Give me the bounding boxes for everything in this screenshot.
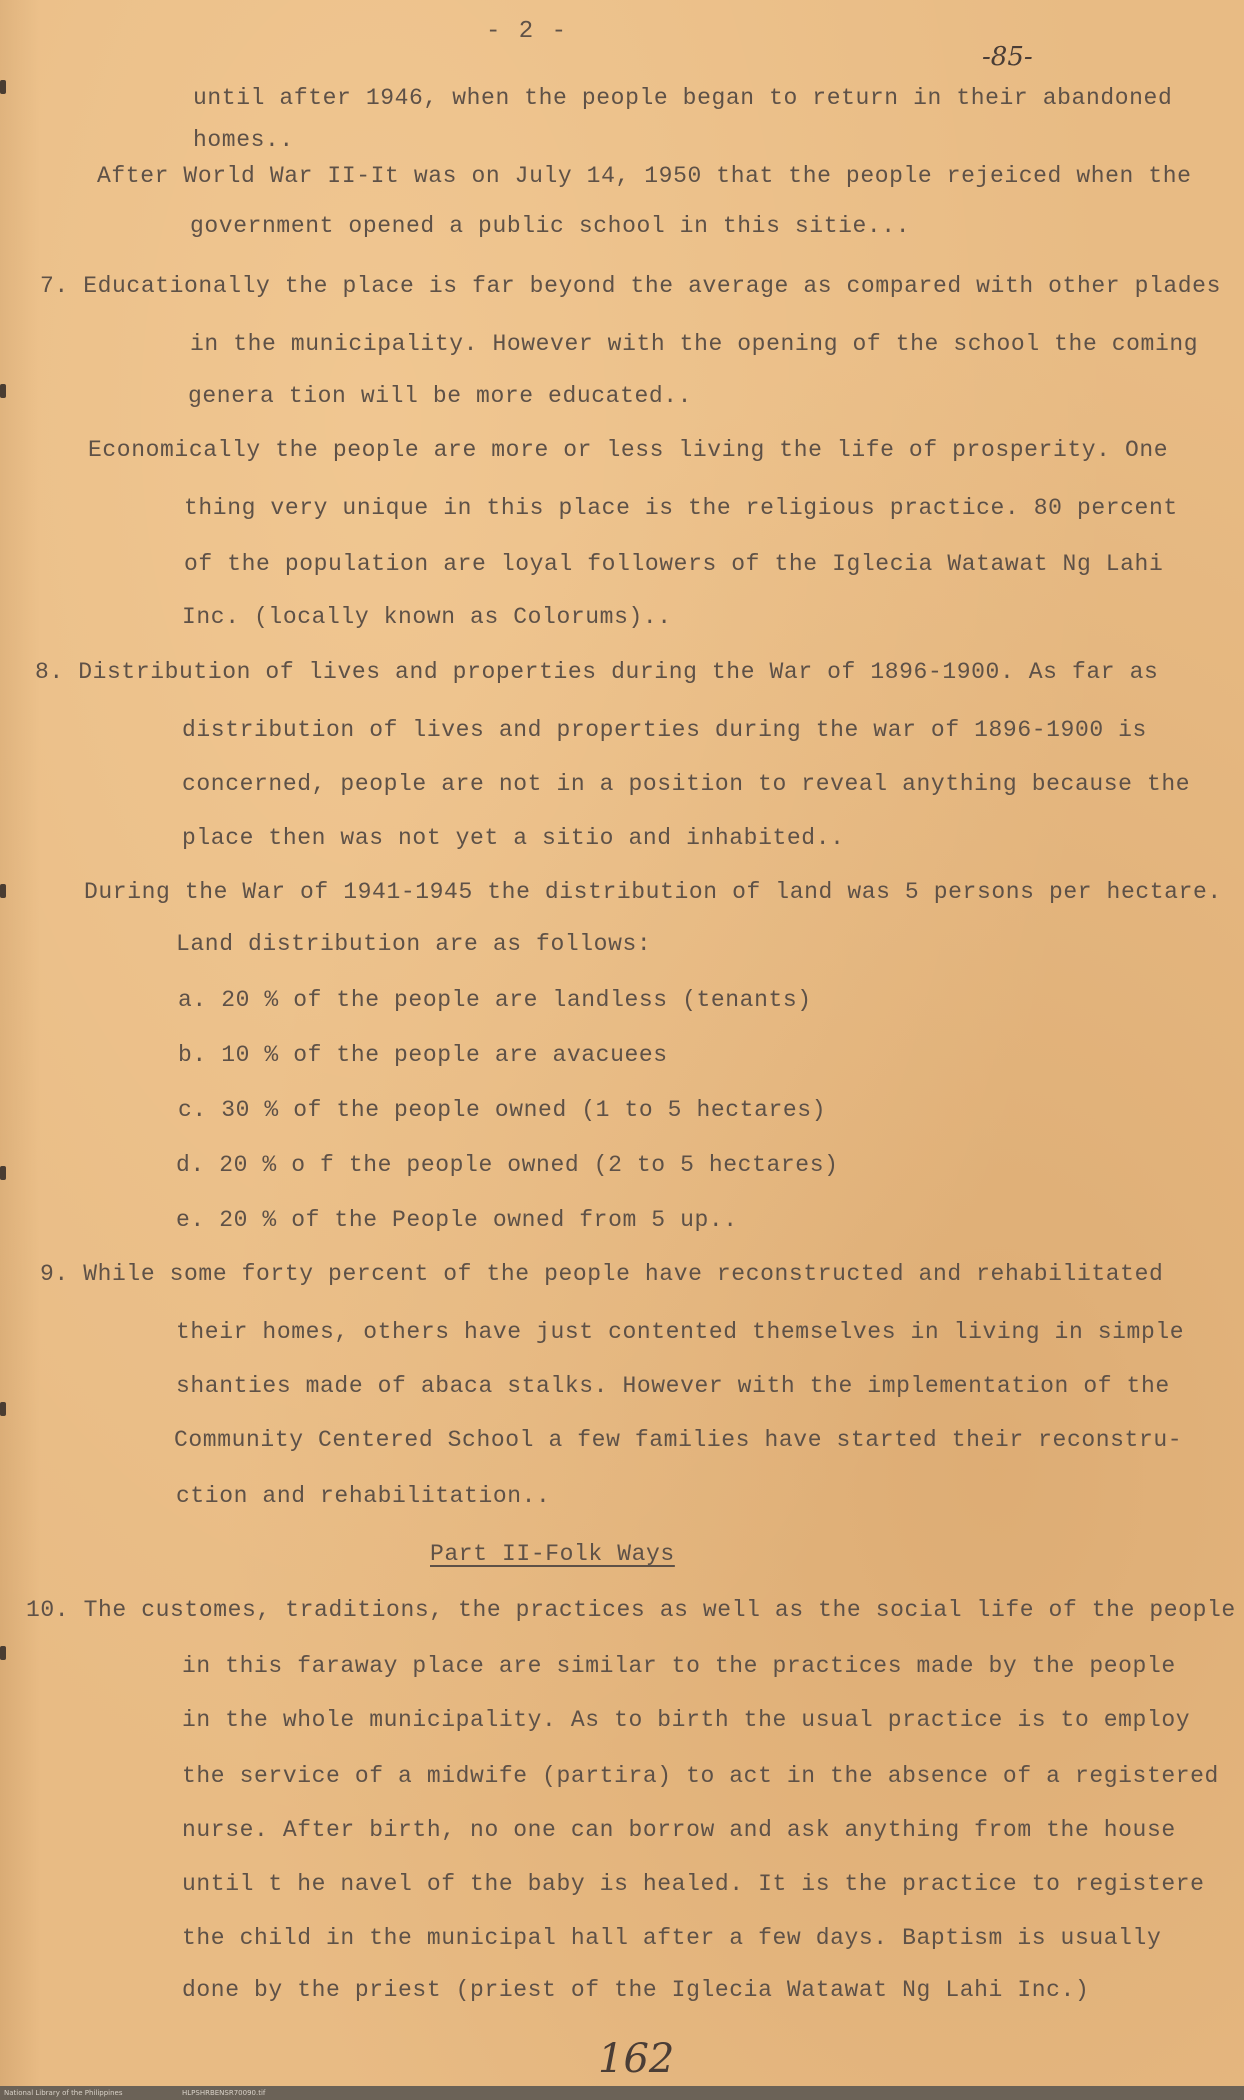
handwritten-page-number-top: -85- [982, 42, 1033, 72]
text-line: 8. Distribution of lives and properties during the War of 1896-1900. As far as [35, 659, 1159, 685]
text-line: homes.. [193, 127, 294, 153]
list-item: c. 30 % of the people owned (1 to 5 hectares) [178, 1097, 827, 1123]
text-line: concerned, people are not in a position to reveal anything because the [182, 771, 1191, 797]
list-item: a. 20 % of the people are landless (tenants) [178, 987, 812, 1013]
binding-hole-mark [0, 1402, 6, 1416]
footer-library-name: National Library of the Philippines [4, 2089, 123, 2097]
text-line: Community Centered School a few families have started their reconstru- [174, 1427, 1183, 1453]
text-line: thing very unique in this place is the religious practice. 80 percent [184, 495, 1178, 521]
text-line: Economically the people are more or less living the life of prosperity. One [88, 437, 1169, 463]
text-line: done by the priest (priest of the Iglecia Watawat Ng Lahi Inc.) [182, 1977, 1090, 2003]
text-line: shanties made of abaca stalks. However with the implementation of the [176, 1373, 1170, 1399]
binding-hole-mark [0, 80, 6, 94]
binding-hole-mark [0, 384, 6, 398]
list-item: b. 10 % of the people are avacuees [178, 1042, 668, 1068]
list-item: d. 20 % o f the people owned (2 to 5 hectares) [176, 1152, 839, 1178]
text-line: of the population are loyal followers of the Iglecia Watawat Ng Lahi [184, 551, 1164, 577]
text-line: in the municipality. However with the opening of the school the coming [190, 331, 1199, 357]
text-line: their homes, others have just contented themselves in living in simple [176, 1319, 1185, 1345]
text-line: place then was not yet a sitio and inhabited.. [182, 825, 845, 851]
text-line: 7. Educationally the place is far beyond the average as compared with other plades [40, 273, 1221, 299]
binding-hole-mark [0, 1646, 6, 1660]
text-line: During the War of 1941-1945 the distribution of land was 5 persons per hectare. [84, 879, 1222, 905]
text-line: Land distribution are as follows: [176, 931, 652, 957]
text-line: the child in the municipal hall after a few days. Baptism is usually [182, 1925, 1162, 1951]
handwritten-page-number-bottom: 162 [598, 2036, 675, 2082]
scan-footer [0, 2086, 1244, 2100]
text-line: the service of a midwife (partira) to act in the absence of a registered [182, 1763, 1219, 1789]
binding-hole-mark [0, 884, 6, 898]
text-line: until t he navel of the baby is healed. It is the practice to registere [182, 1871, 1205, 1897]
text-line: distribution of lives and properties during the war of 1896-1900 is [182, 717, 1147, 743]
text-line: until after 1946, when the people began to return in their abandoned [193, 85, 1173, 111]
text-line: 10. The customes, traditions, the practices as well as the social life of the people [26, 1597, 1236, 1623]
list-item: e. 20 % of the People owned from 5 up.. [176, 1207, 738, 1233]
section-heading: Part II-Folk Ways [430, 1541, 675, 1567]
footer-file-id: HLPSHRBENSR70090.tif [182, 2089, 266, 2097]
text-line: genera tion will be more educated.. [188, 383, 693, 409]
binding-hole-mark [0, 1166, 6, 1180]
text-line: After World War II-It was on July 14, 1950 that the people rejeiced when the [97, 163, 1192, 189]
text-line: nurse. After birth, no one can borrow and ask anything from the house [182, 1817, 1176, 1843]
text-line: ction and rehabilitation.. [176, 1483, 551, 1509]
text-line: in this faraway place are similar to the practices made by the people [182, 1653, 1176, 1679]
text-line: in the whole municipality. As to birth the usual practice is to employ [182, 1707, 1191, 1733]
page-number: - 2 - [486, 18, 569, 45]
text-line: government opened a public school in this sitie... [190, 213, 911, 239]
text-line: Inc. (locally known as Colorums).. [182, 604, 672, 630]
text-line: 9. While some forty percent of the people have reconstructed and rehabilitated [40, 1261, 1164, 1287]
